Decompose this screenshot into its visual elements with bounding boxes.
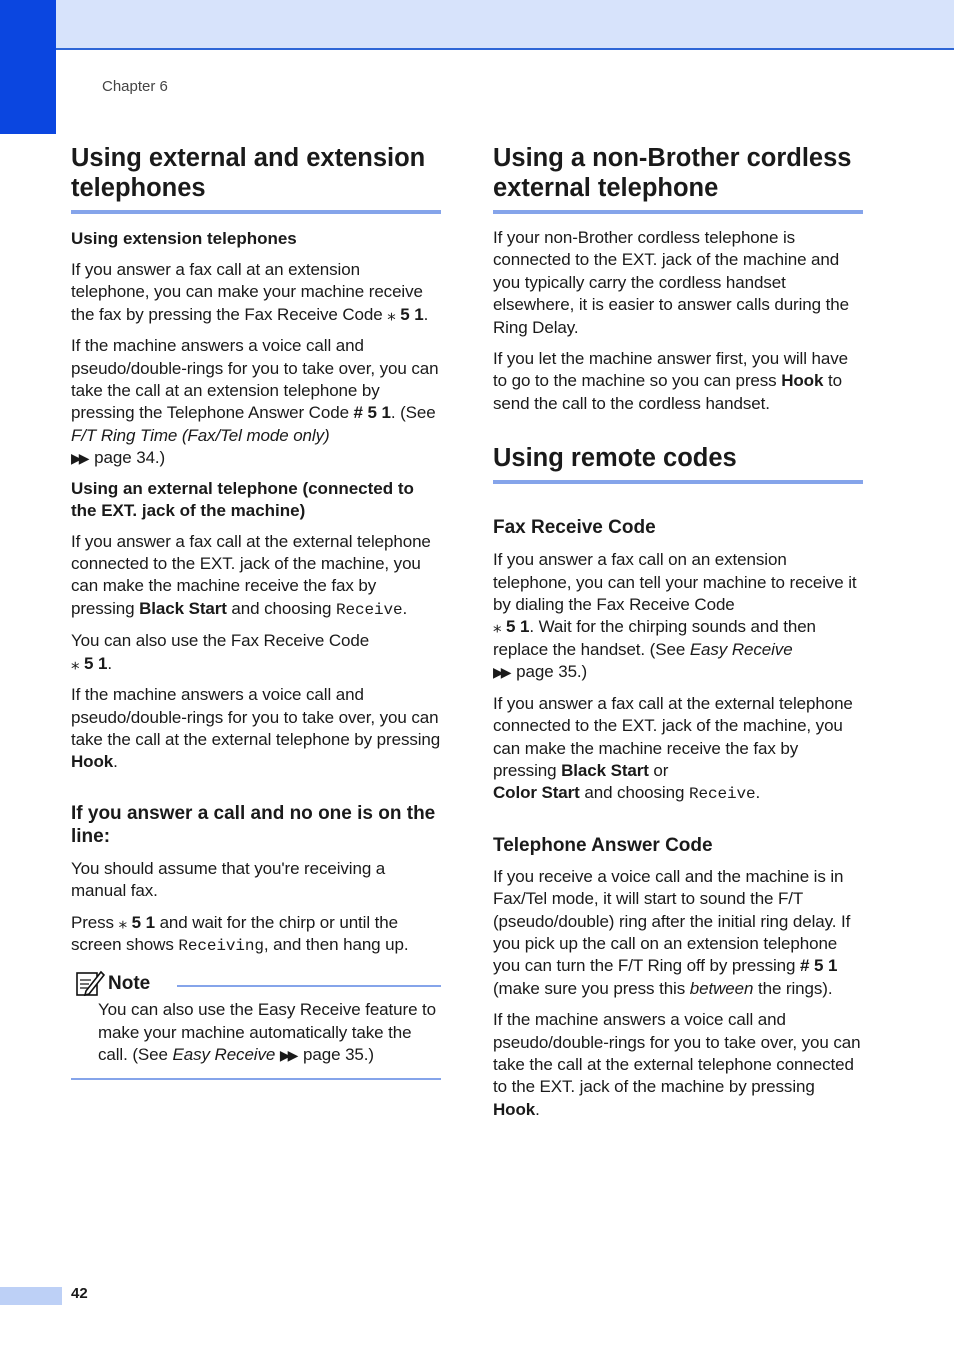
star-icon: ⁎ (71, 653, 85, 673)
text: and choosing (226, 598, 336, 618)
cross-reference: Easy Receive (172, 1045, 276, 1065)
note-pencil-icon (75, 969, 105, 1002)
heading-extension: Using extension telephones (71, 229, 297, 248)
double-arrow-icon: ▶▶ (493, 664, 509, 681)
section-title-remote-codes: Using remote codes (493, 444, 737, 473)
text: (make sure you press this (493, 978, 690, 998)
heading-telephone-answer-code: Telephone Answer Code (493, 834, 713, 856)
cross-reference: F/T Ring Time (Fax/Tel mode only) (71, 425, 330, 445)
key-name: Hook (71, 752, 114, 772)
heading-no-one: If you answer a call and no one is on the line: (71, 802, 436, 847)
code: 5 1 (131, 912, 155, 932)
chapter-label: Chapter 6 (102, 78, 168, 95)
note-label: Note (108, 973, 151, 995)
section-title-cordless: Using a non-Brother cordless external telephone (493, 144, 852, 202)
note-header (71, 969, 441, 999)
key-name: Hook (493, 1099, 536, 1119)
emphasis: between (689, 978, 754, 998)
paragraph (71, 912, 441, 958)
code: 5 1 (84, 653, 108, 673)
text: If you receive a voice call and the machine is in Fax/Tel mode, it will start to sound the F/T (pseudo/double) ring after the initial ring delay. If you pick up the call on an extension telephone you can turn the F/T Ring off by pressing (493, 866, 851, 976)
cross-reference: Easy Receive (689, 639, 793, 659)
paragraph: If the machine answers a voice call and pseudo/double-rings for you to take over, you can take the call at the external telephone connected to the EXT. jack of the machine by pressing Hook. (493, 1010, 861, 1119)
text: If you answer a fax call at an extension telephone, you can make your machine receive the fax by pressing the Fax Receive Code (71, 260, 423, 324)
title-rule (493, 210, 863, 214)
star-icon: ⁎ (493, 617, 507, 637)
paragraph (493, 549, 863, 683)
lcd-text: Receive (688, 785, 756, 804)
code: 5 1 (506, 617, 530, 637)
text: You can also use the Easy Receive feature to make your machine automatically take the call. (See (98, 1000, 437, 1065)
page-reference: page 35.) (303, 1045, 374, 1065)
heading-external: Using an external telephone (connected to the EXT. jack of the machine) (71, 478, 414, 521)
note-bottom-rule (71, 1078, 441, 1080)
chapter-tab (0, 0, 56, 134)
text: the rings). (753, 978, 833, 998)
text: to send the call to the cordless handset. (493, 371, 842, 413)
paragraph: If you answer a fax call at the external telephone connected to the EXT. jack of the machine, you can make the machine receive the fax by pressing Black Start or Color Start and choosing Receive. (493, 693, 853, 804)
code: # 5 1 (800, 956, 838, 976)
code: # 5 1 (353, 403, 391, 423)
text: . (See (390, 403, 436, 423)
text: If the machine answers a voice call and pseudo/double-rings for you to take over, you can take the call at the external telephone connected to the EXT. jack of the machine by pressing (493, 1010, 861, 1097)
left-column (71, 143, 441, 1080)
page-number-band (0, 1287, 62, 1305)
paragraph: If you answer a fax call at an extension telephone, you can make your machine receive the fax by pressing the Fax Receive Code ⁎ 5 1. (71, 260, 429, 324)
paragraph: If the machine answers a voice call and pseudo/double-rings for you to take over, you can take the call at the external telephone by pressing Hook. (71, 685, 441, 772)
page-reference: page 34.) (94, 448, 166, 468)
right-column (493, 143, 863, 1121)
text: and choosing (579, 783, 689, 803)
code: 5 1 (400, 304, 424, 324)
paragraph: If your non-Brother cordless telephone is connected to the EXT. jack of the machine and you typically carry the cordless handset elsewhere, it is easier to answer calls during the Ring Delay. (493, 228, 849, 337)
text: , and then hang up. (263, 934, 409, 954)
lcd-text: Receiving (178, 936, 264, 955)
text: If you answer a fax call at the external telephone connected to the EXT. jack of the machine, you can make the machine receive the fax by pressing (493, 693, 853, 780)
page-number: 42 (71, 1285, 88, 1302)
heading-fax-receive-code: Fax Receive Code (493, 517, 656, 539)
text: If the machine answers a voice call and pseudo/double-rings for you to take over, you can take the call at an extension telephone by pressing the Telephone Answer Code (71, 336, 439, 423)
page-reference: page 35.) (516, 662, 588, 682)
paragraph (493, 866, 863, 1000)
text: If the machine answers a voice call and pseudo/double-rings for you to take over, you can take the call at the external telephone by pressing (71, 685, 441, 749)
text: If you let the machine answer first, you will have to go to the machine so you can press (493, 349, 848, 391)
double-arrow-icon: ▶▶ (71, 450, 87, 467)
text: If you answer a fax call on an extension telephone, you can tell your machine to receive it by dialing the Fax Receive Code (493, 550, 857, 615)
key-name: Black Start (139, 598, 227, 618)
title-rule (493, 480, 863, 484)
paragraph: You should assume that you're receiving a manual fax. (71, 858, 386, 901)
double-arrow-icon: ▶▶ (279, 1047, 296, 1064)
text: If you answer a fax call at the external telephone connected to the EXT. jack of the machine, you can make the machine receive the fax by pressing (71, 531, 431, 618)
note-rule (177, 985, 441, 987)
star-icon: ⁎ (118, 912, 132, 932)
text: . Wait for the chirping sounds and then replace the handset. (See (493, 617, 816, 659)
paragraph (493, 348, 863, 415)
key-name: Black Start (561, 760, 649, 780)
text: Press (71, 912, 119, 932)
paragraph: If you answer a fax call at the external telephone connected to the EXT. jack of the machine, you can make the machine receive the fax by pressing Black Start and choosing Receive. (71, 531, 431, 619)
text: and wait for the chirp or until the screen shows (71, 912, 398, 954)
key-name: Hook (781, 371, 824, 391)
text: or (648, 760, 669, 780)
key-name: Color Start (493, 783, 580, 803)
title-rule (71, 210, 441, 214)
section-title-external: Using external and extension telephones (71, 144, 426, 202)
lcd-text: Receive (336, 600, 403, 619)
text: You can also use the Fax Receive Code (71, 631, 370, 651)
note-text (71, 999, 441, 1066)
paragraph (71, 335, 441, 469)
star-icon: ⁎ (387, 304, 401, 324)
header-band (0, 0, 954, 50)
paragraph: You can also use the Fax Receive Code ⁎ 5 1. (71, 631, 370, 673)
